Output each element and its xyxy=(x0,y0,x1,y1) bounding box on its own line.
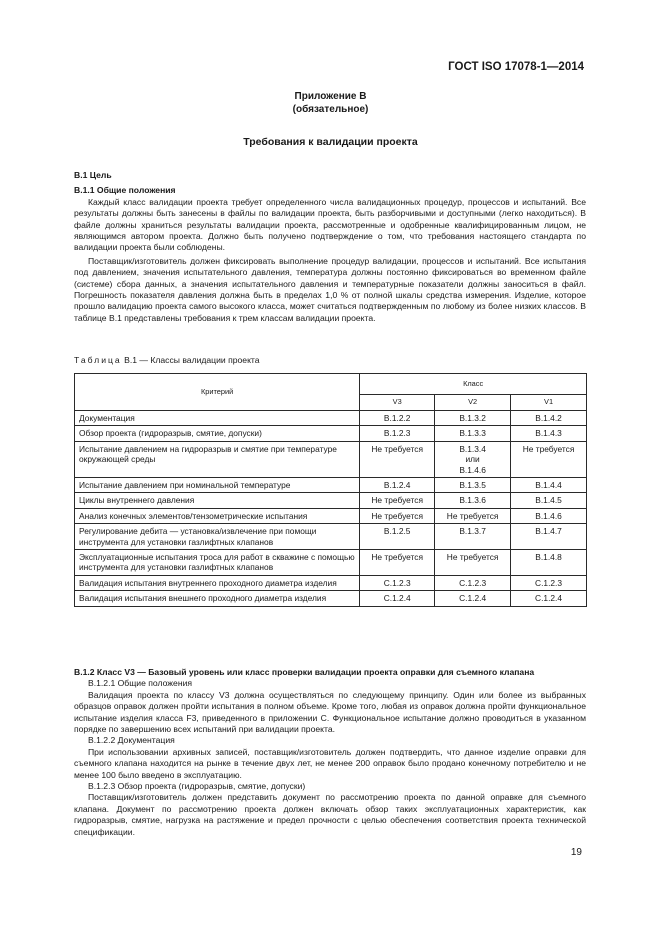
annex-title: Приложение В xyxy=(294,91,367,102)
v1-cell: В.1.4.7 xyxy=(511,524,587,550)
v1-cell: Не требуется xyxy=(511,441,587,477)
v1-cell: В.1.4.6 xyxy=(511,508,587,523)
header-criterion: Критерий xyxy=(75,374,360,411)
header-class-v1: V1 xyxy=(511,395,587,411)
v1-cell: В.1.4.2 xyxy=(511,411,587,426)
v3-cell: В.1.2.5 xyxy=(360,524,435,550)
v3-cell: В.1.2.4 xyxy=(360,478,435,493)
table-row xyxy=(75,426,587,441)
criterion-cell: Испытание давлением на гидроразрыв и смятие при температуре окружающей среды xyxy=(75,441,360,477)
table-row xyxy=(75,441,587,477)
v2-cell: Не требуется xyxy=(435,550,511,576)
paragraph-b122: При использовании архивных записей, поставщик/изготовитель должен подтвердить, что данное изделие оправки для съемного клапана находится на рынке в течение двух лет, не менее 200 оправок было продано конечному потребителю и не менее 100 было введено в эксплуатацию. xyxy=(74,746,586,780)
v2-cell: В.1.3.7 xyxy=(435,524,511,550)
v2-cell: С.1.2.3 xyxy=(435,575,511,590)
criterion-cell: Эксплуатационные испытания троса для работ в скважине с помощью инструмента для установки газлифтных клапанов xyxy=(75,550,360,576)
section-b1 xyxy=(74,170,586,324)
table-row xyxy=(75,550,587,576)
section-heading-b121: В.1.2.1 Общие положения xyxy=(88,678,193,689)
v2-cell: Не требуется xyxy=(435,508,511,523)
paragraph-b11-2: Поставщик/изготовитель должен фиксировать выполнение процедур валидации, процессов и испытаний. Все испытания под давлением, значения испытательного давления, температура должны постоянно фиксироваться во временном файле (системе) сбора данных, а значения испытательного давления и температурные показатели должны заноситься в файл. Погрешность показателя давления должна быть в пределах 1,0 % от полной шкалы средства измерения. Изделие, которое прошло валидацию проекта самого высокого класса, может считаться подтвержденным по любому из более низких классов. В таблице В.1 представлены требования к трем классам валидации проекта. xyxy=(74,255,586,323)
table-row xyxy=(75,478,587,493)
v1-cell: В.1.4.8 xyxy=(511,550,587,576)
section-heading-b12: В.1.2 Класс V3 — Базовый уровень или класс проверки валидации проекта оправки для съемного клапана xyxy=(74,667,535,677)
v1-cell: В.1.4.3 xyxy=(511,426,587,441)
v1-cell: В.1.4.5 xyxy=(511,493,587,508)
v3-cell: Не требуется xyxy=(360,441,435,477)
document-id: ГОСТ ISO 17078-1—2014 xyxy=(448,61,584,73)
section-b12 xyxy=(74,667,586,838)
criterion-cell: Регулирование дебита — установка/извлечение при помощи инструмента для установки газлифтных клапанов xyxy=(75,524,360,550)
v3-cell: Не требуется xyxy=(360,493,435,508)
section-heading-b1: В.1 Цель xyxy=(74,170,112,180)
v3-cell: Не требуется xyxy=(360,550,435,576)
criterion-cell: Циклы внутреннего давления xyxy=(75,493,360,508)
table-caption-text: В.1 — Классы валидации проекта xyxy=(124,355,260,365)
main-title: Требования к валидации проекта xyxy=(243,136,418,148)
v2-cell: В.1.3.4 или В.1.4.6 xyxy=(435,441,511,477)
paragraph-b11-1: Каждый класс валидации проекта требует определенного числа валидационных процедур, процессов и испытаний. Все результаты должны быть занесены в файлы по валидации проекта, быть разборчивыми и доступными (легко находиться). В файле должны храниться результаты валидации проекта, рассмотренные и одобренные квалифицированным лицом, не являющимся автором проекта. Должно быть получено подтверждение о том, что требования настоящего стандарта по валидации проекта были соблюдены. xyxy=(74,196,586,253)
table-caption xyxy=(74,355,260,365)
section-heading-b122: В.1.2.2 Документация xyxy=(88,735,175,746)
page-number: 19 xyxy=(570,847,582,858)
v3-cell: В.1.2.3 xyxy=(360,426,435,441)
criterion-cell: Валидация испытания внутреннего проходного диаметра изделия xyxy=(75,575,360,590)
v3-cell: С.1.2.3 xyxy=(360,575,435,590)
header-class: Класс xyxy=(360,374,587,395)
criterion-cell: Анализ конечных элементов/тензометрические испытания xyxy=(75,508,360,523)
table-row xyxy=(75,575,587,590)
criterion-cell: Валидация испытания внешнего проходного диаметра изделия xyxy=(75,591,360,606)
table-row xyxy=(75,493,587,508)
validation-classes-table xyxy=(74,373,587,607)
section-heading-b11: В.1.1 Общие положения xyxy=(74,185,176,196)
paragraph-b123: Поставщик/изготовитель должен представить документ по рассмотрению проекта по данной оправке для съемного клапана. Документ по рассмотрению проекта должен включать обзор таких эксплуатационных характеристик, как гидроразрыв, смятие, нагрузка на растяжение и предел прочности с целью обеспечения соответствия проекта технической спецификации. xyxy=(74,792,586,837)
header-class-v2: V2 xyxy=(435,395,511,411)
v2-cell: В.1.3.6 xyxy=(435,493,511,508)
paragraph-b121: Валидация проекта по классу V3 должна осуществляться по следующему принципу. Один или более из выбранных образцов оправок должен пройти испытания в полном объеме. Кроме того, любая из оправок должна пройти функциональное испытание изделия класса F3, приведенного в приложении С. Функциональное испытание должно проводиться в указанном порядке по завершению всех испытаний при валидации проекта. xyxy=(74,689,586,735)
v1-cell: С.1.2.3 xyxy=(511,575,587,590)
header-class-v3: V3 xyxy=(360,395,435,411)
v2-cell: В.1.3.3 xyxy=(435,426,511,441)
table-caption-lead: Таблица xyxy=(74,355,122,365)
table-row xyxy=(75,591,587,606)
table-row xyxy=(75,524,587,550)
criterion-cell: Обзор проекта (гидроразрыв, смятие, допуски) xyxy=(75,426,360,441)
v1-cell: В.1.4.4 xyxy=(511,478,587,493)
table-row xyxy=(75,508,587,523)
criterion-cell: Испытание давлением при номинальной температуре xyxy=(75,478,360,493)
v1-cell: С.1.2.4 xyxy=(511,591,587,606)
v2-cell: В.1.3.5 xyxy=(435,478,511,493)
v2-cell: С.1.2.4 xyxy=(435,591,511,606)
section-heading-b123: В.1.2.3 Обзор проекта (гидроразрыв, смятие, допуски) xyxy=(88,781,306,792)
v3-cell: Не требуется xyxy=(360,508,435,523)
annex-status: (обязательное) xyxy=(292,104,369,115)
criterion-cell: Документация xyxy=(75,411,360,426)
v3-cell: В.1.2.2 xyxy=(360,411,435,426)
v3-cell: С.1.2.4 xyxy=(360,591,435,606)
v2-cell: В.1.3.2 xyxy=(435,411,511,426)
table-row xyxy=(75,411,587,426)
